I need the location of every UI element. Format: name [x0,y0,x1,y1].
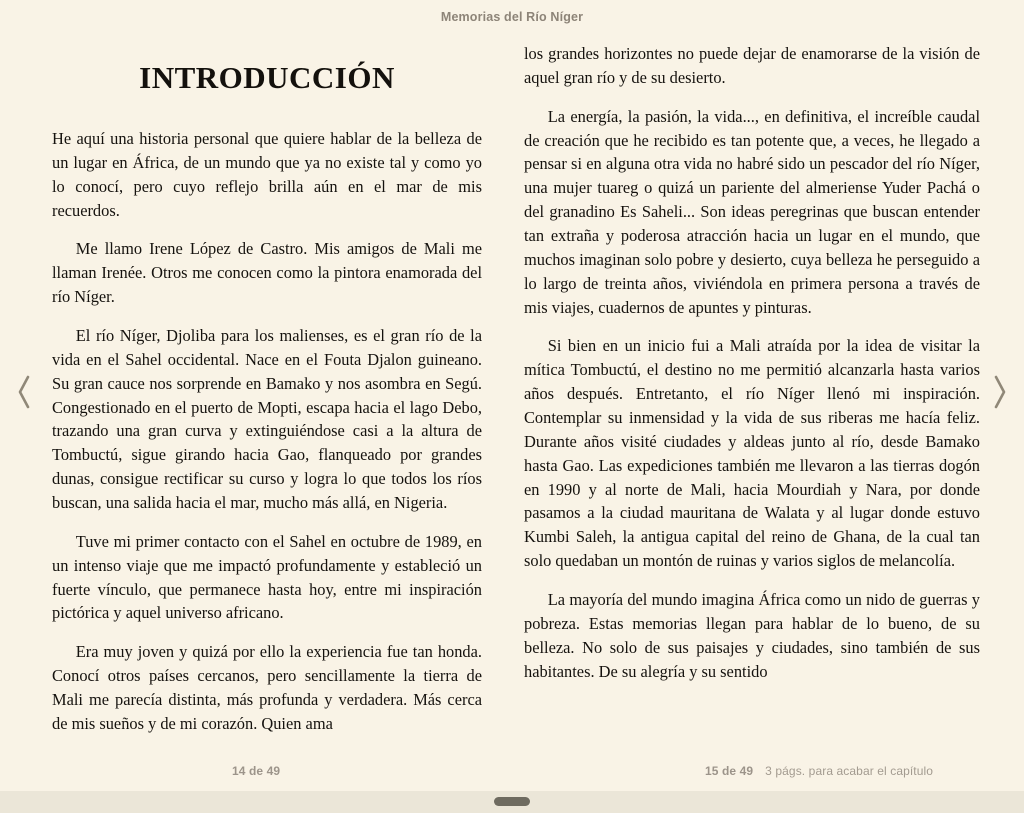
chevron-left-icon [15,375,33,409]
reader-footer [0,751,1024,791]
paragraph: Tuve mi primer contacto con el Sahel en octubre de 1989, en un intenso viaje que me impactó profundamente y estableció un fuerte vínculo, que permanece hasta hoy, entre mi inspiración pictórica y aquel universo africano. [52,531,482,623]
chevron-right-icon [991,375,1009,409]
home-bar-area [0,791,1024,813]
paragraph: los grandes horizontes no puede dejar de enamorarse de la visión de aquel gran río y de su desierto. [524,44,980,87]
page-right[interactable] [512,34,1024,751]
paragraph: La mayoría del mundo imagina África como un nido de guerras y pobreza. Estas memorias llegan para hablar de lo bueno, de su belleza. No solo de sus paisajes y ciudades, sino también de sus habitantes. De su alegría y su sentido [524,590,980,681]
chapter-title: INTRODUCCIÓN [139,60,395,95]
page-indicator-left: 14 de 49 [232,763,281,778]
footer-left [0,751,512,791]
paragraph: Era muy joven y quizá por ello la experiencia fue tan honda. Conocí otros países cercanos, pero sencillamente la tierra de Mali me parecía distinta, más profunda y verdadera. Más cerca de mis sueños y de mi corazón. Quien ama [52,642,482,733]
previous-page-button[interactable] [0,34,48,751]
page-spread [0,34,1024,751]
paragraph: El río Níger, Djoliba para los malienses, es el gran río de la vida en el Sahel occidental. Nace en el Fouta Djalon guineano. Su gran cauce nos sorprende en Bamako y nos asombra en Segú. Congestionado en el puerto de Mopti, escapa hacia el lago Debo, trazando una gran curva y extinguiéndose casi a la altura de Tombuctú, sigue girando hacia Gao, flanqueado por grandes dunas, consigue rectificar su curso y logra lo que todos los ríos buscan, una salida hacia el mar, mucho más allá, en Nigeria. [52,326,482,513]
paragraph: La energía, la pasión, la vida..., en definitiva, el increíble caudal de creación que he recibido es tan potente que, a veces, he llegado a pensar si en alguna otra vida no habré sido un pescador del río Níger, una mujer tuareg o quizá un pariente del almeriense Yuder Pachá o del granadino Es Saheli... Son ideas peregrinas que buscan entender tan extraña y poderosa atracción hacia un lugar en el mundo, que muchos imaginan solo pobre y desierto, cuya belleza he perseguido a lo largo de treinta años, viviéndola en primera persona a través de mis viajes, cuadernos de apuntes y pinturas. [524,106,980,317]
page-left[interactable] [0,34,512,751]
chapter-remaining-label: 3 págs. para acabar el capítulo [765,763,934,778]
paragraph: Me llamo Irene López de Castro. Mis amigos de Mali me llaman Irenée. Otros me conocen como la pintora enamorada del río Níger. [52,239,482,307]
home-indicator[interactable] [494,797,530,806]
page-indicator-right: 15 de 49 [705,763,754,778]
page-right-content [524,34,980,751]
reader-header [0,0,1024,34]
paragraph: Si bien en un inicio fui a Mali atraída por la idea de visitar la mítica Tombuctú, el destino no me permitió alcanzarla hasta varios años después. Entretanto, el río Níger llenó mi inspiración. Contemplar su inmensidad y la vida de sus riberas me hacía feliz. Durante años visité ciudades y aldeas junto al río, desde Bamako hasta Gao. Las expediciones también me llevaron a las tierras dogón en 1990 y al norte de Mali, hacia Mourdiah y Nara, por donde pasamos a la ciudad mauritana de Walata y al lugar donde estuvo Kumbi Saleh, la antigua capital del reino de Ghana, de la cual tan solo quedaban un montón de ruinas y varios siglos de melancolía. [524,336,980,571]
footer-right [512,751,1024,791]
next-page-button[interactable] [976,34,1024,751]
page-left-content [52,34,482,751]
paragraph: He aquí una historia personal que quiere hablar de la belleza de un lugar en África, de un mundo que ya no existe tal y como yo lo conocí, pero cuyo reflejo brilla aún en el mar de mis recuerdos. [52,129,482,220]
book-title: Memorias del Río Níger [440,10,584,24]
